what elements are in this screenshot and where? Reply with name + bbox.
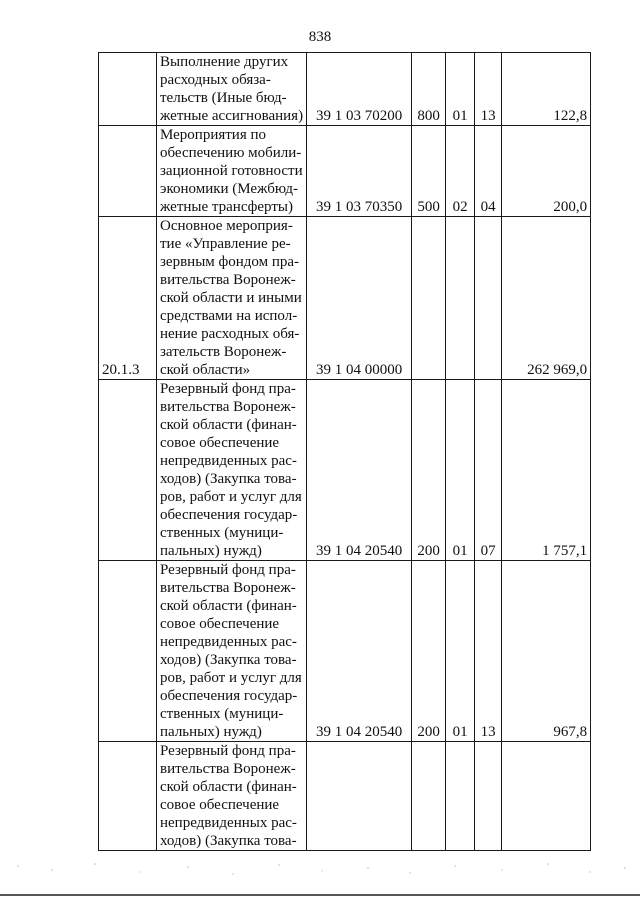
name-line: ской области (финан- xyxy=(160,417,297,433)
name-line: совое обеспечение xyxy=(160,435,280,451)
section-cell: 02 xyxy=(446,126,475,217)
target-article-cell: 39 1 03 70350 xyxy=(307,126,412,217)
row-number-cell xyxy=(99,561,157,742)
target-article-cell: 39 1 03 70200 xyxy=(307,53,412,126)
name-line: ходов) (Закупка това- xyxy=(160,471,297,487)
expense-type-cell: 500 xyxy=(412,126,446,217)
name-line: Резервный фонд пра- xyxy=(160,743,296,759)
row-number-cell: 20.1.3 xyxy=(99,217,157,380)
table-row xyxy=(99,53,591,126)
amount-cell: 200,0 xyxy=(502,126,591,217)
name-line: средствами на испол- xyxy=(160,308,298,324)
name-line: ской области и иными xyxy=(160,290,302,306)
row-number-cell xyxy=(99,53,157,126)
name-line: вительства Воронеж- xyxy=(160,272,296,288)
section-cell xyxy=(446,217,475,380)
subsection-cell: 13 xyxy=(475,561,502,742)
name-line: ской области (финан- xyxy=(160,779,297,795)
name-line: Мероприятия по xyxy=(160,127,267,143)
row-name-cell xyxy=(157,561,307,742)
table-row xyxy=(99,217,591,380)
row-name-cell xyxy=(157,126,307,217)
row-number-cell xyxy=(99,126,157,217)
expense-type-cell: 200 xyxy=(412,561,446,742)
name-line: ходов) (Закупка това- xyxy=(160,652,297,668)
name-line: ров, работ и услуг для xyxy=(160,489,302,505)
scan-noise-dots xyxy=(0,860,640,880)
name-line: пальных) нужд) xyxy=(160,724,262,740)
name-line: обеспечению мобили- xyxy=(160,145,302,161)
amount-cell xyxy=(502,742,591,851)
name-line: расходных обяза- xyxy=(160,72,271,88)
name-line: пальных) нужд) xyxy=(160,543,262,559)
section-cell: 01 xyxy=(446,380,475,561)
section-cell: 01 xyxy=(446,53,475,126)
subsection-cell xyxy=(475,217,502,380)
row-name-cell xyxy=(157,217,307,380)
amount-cell: 1 757,1 xyxy=(502,380,591,561)
row-name-cell xyxy=(157,380,307,561)
bottom-scan-rule xyxy=(0,894,640,896)
row-number-cell xyxy=(99,742,157,851)
budget-table xyxy=(98,52,591,851)
table-row xyxy=(99,380,591,561)
name-line: ской области» xyxy=(160,362,251,378)
name-line: зервным фондом пра- xyxy=(160,254,300,270)
name-line: экономики (Межбюд- xyxy=(160,181,298,197)
subsection-cell: 07 xyxy=(475,380,502,561)
name-line: жетные трансферты) xyxy=(160,199,293,215)
row-number-cell xyxy=(99,380,157,561)
name-line: непредвиденных рас- xyxy=(160,634,297,650)
name-line: ской области (финан- xyxy=(160,598,297,614)
page-number: 838 xyxy=(308,29,332,45)
target-article-cell: 39 1 04 00000 xyxy=(307,217,412,380)
name-line: ходов) (Закупка това- xyxy=(160,833,297,849)
target-article-cell: 39 1 04 20540 xyxy=(307,380,412,561)
subsection-cell: 13 xyxy=(475,53,502,126)
name-line: обеспечения государ- xyxy=(160,507,298,523)
expense-type-cell xyxy=(412,217,446,380)
name-line: ственных (муници- xyxy=(160,706,284,722)
name-line: вительства Воронеж- xyxy=(160,761,296,777)
name-line: совое обеспечение xyxy=(160,797,280,813)
expense-type-cell: 800 xyxy=(412,53,446,126)
name-line: тельств (Иные бюд- xyxy=(160,90,287,106)
name-line: зационной готовности xyxy=(160,163,303,179)
subsection-cell: 04 xyxy=(475,126,502,217)
table-row xyxy=(99,561,591,742)
name-line: вительства Воронеж- xyxy=(160,399,296,415)
name-line: ственных (муници- xyxy=(160,525,284,541)
amount-cell: 262 969,0 xyxy=(502,217,591,380)
section-cell xyxy=(446,742,475,851)
amount-cell: 967,8 xyxy=(502,561,591,742)
target-article-cell xyxy=(307,742,412,851)
name-line: вительства Воронеж- xyxy=(160,580,296,596)
table-row xyxy=(99,126,591,217)
table-body xyxy=(99,53,591,851)
name-line: ров, работ и услуг для xyxy=(160,670,302,686)
name-line: обеспечения государ- xyxy=(160,688,298,704)
name-line: Резервный фонд пра- xyxy=(160,381,296,397)
row-name-cell xyxy=(157,742,307,851)
name-line: Выполнение других xyxy=(160,54,289,70)
name-line: совое обеспечение xyxy=(160,616,280,632)
name-line: зательств Воронеж- xyxy=(160,344,287,360)
section-cell: 01 xyxy=(446,561,475,742)
table-row xyxy=(99,742,591,851)
row-name-cell xyxy=(157,53,307,126)
name-line: непредвиденных рас- xyxy=(160,453,297,469)
name-line: жетные ассигнования) xyxy=(160,108,304,124)
amount-cell: 122,8 xyxy=(502,53,591,126)
target-article-cell: 39 1 04 20540 xyxy=(307,561,412,742)
name-line: нение расходных обя- xyxy=(160,326,300,342)
expense-type-cell xyxy=(412,742,446,851)
expense-type-cell: 200 xyxy=(412,380,446,561)
subsection-cell xyxy=(475,742,502,851)
name-line: непредвиденных рас- xyxy=(160,815,297,831)
name-line: Основное мероприя- xyxy=(160,218,293,234)
name-line: тие «Управление ре- xyxy=(160,236,291,252)
name-line: Резервный фонд пра- xyxy=(160,562,296,578)
